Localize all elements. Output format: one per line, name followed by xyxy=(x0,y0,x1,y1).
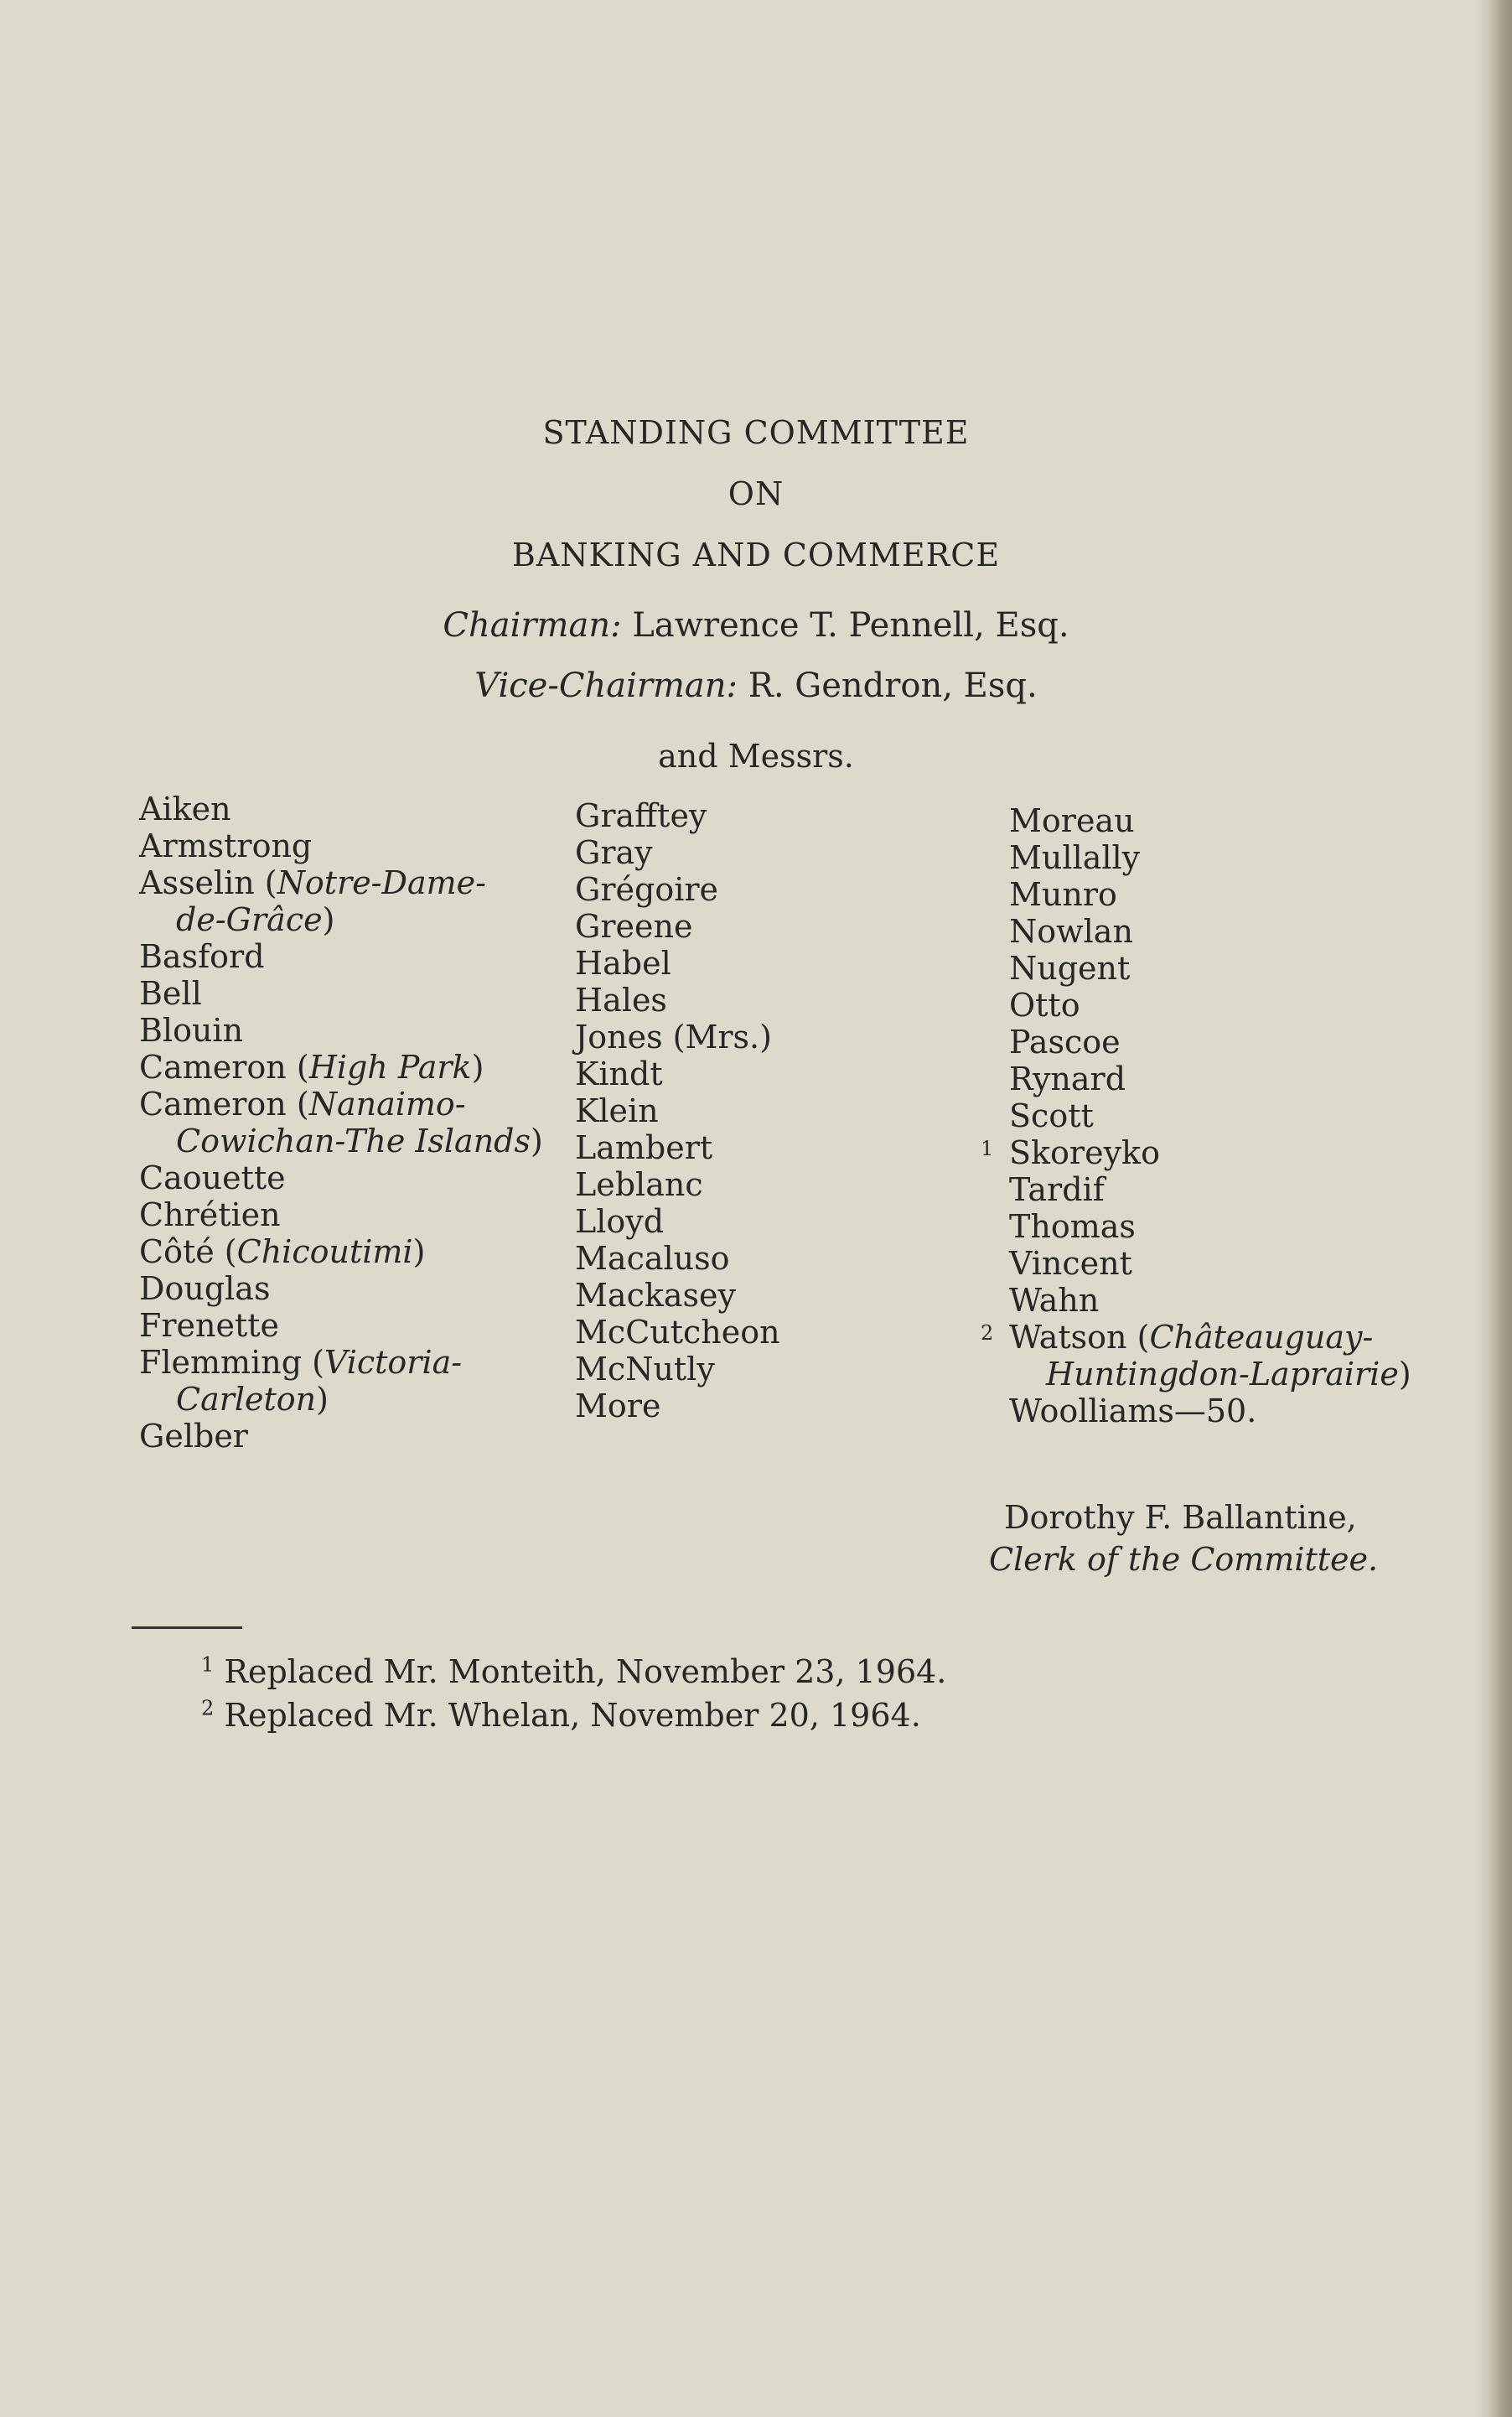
chairman-name: Lawrence T. Pennell, Esq. xyxy=(632,606,1069,645)
member-name: Rynard xyxy=(1009,1061,1126,1097)
member-name: Mackasey xyxy=(575,1277,736,1314)
member-name: Tardif xyxy=(1009,1171,1105,1208)
page-edge-shadow xyxy=(1475,0,1512,2417)
member-name: Caouette xyxy=(139,1159,286,1196)
member-name: McNutly xyxy=(575,1351,715,1387)
member-name: Blouin xyxy=(139,1012,244,1049)
clerk-name: Dorothy F. Ballantine, xyxy=(1004,1499,1357,1536)
member-name: Gray xyxy=(575,834,653,871)
and-messrs: and Messrs. xyxy=(658,738,854,775)
member-column-2 xyxy=(575,797,780,1424)
footnote-2 xyxy=(201,1697,921,1734)
member-name: Mullally xyxy=(1009,839,1141,876)
footnote-1 xyxy=(201,1653,946,1690)
committee-title-line-3: BANKING AND COMMERCE xyxy=(511,537,1001,573)
footnote-text: Replaced Mr. Monteith, November 23, 1964. xyxy=(224,1653,947,1690)
member-name: Jones (Mrs.) xyxy=(575,1019,772,1055)
member-name: More xyxy=(575,1387,661,1424)
member-name: Nugent xyxy=(1009,950,1131,987)
member-name: Pascoe xyxy=(1009,1024,1121,1061)
member-name: Armstrong xyxy=(139,827,313,864)
chairman-label: Chairman: xyxy=(443,606,622,645)
member-name: Hales xyxy=(575,982,667,1019)
committee-title-line-2: ON xyxy=(728,475,784,512)
member-name: Aiken xyxy=(139,791,231,827)
footnote-number: 1 xyxy=(201,1652,215,1677)
member-name: Munro xyxy=(1009,876,1117,913)
member-name: Côté (Chicoutimi) xyxy=(139,1233,426,1270)
member-name: Otto xyxy=(1009,987,1080,1024)
member-name: Douglas xyxy=(139,1270,271,1307)
member-name: Macaluso xyxy=(575,1240,730,1277)
member-name: McCutcheon xyxy=(575,1314,780,1351)
member-name: Habel xyxy=(575,945,671,982)
member-name: Moreau xyxy=(1009,802,1135,839)
member-name: Klein xyxy=(575,1092,659,1129)
member-name: Gelber xyxy=(139,1418,248,1455)
footnote-marker-1: 1 xyxy=(981,1137,994,1160)
member-name: Bell xyxy=(139,975,202,1012)
member-name: Scott xyxy=(1009,1097,1094,1134)
vice-chairman-label: Vice-Chairman: xyxy=(474,666,738,705)
member-name: Lambert xyxy=(575,1129,713,1166)
member-riding-continuation: Carleton) xyxy=(176,1381,329,1418)
member-name: Nowlan xyxy=(1009,913,1133,950)
member-name: Kindt xyxy=(575,1055,663,1092)
footnote-text: Replaced Mr. Whelan, November 20, 1964. xyxy=(224,1697,921,1734)
member-name: Watson (Châteauguay- xyxy=(1009,1319,1374,1356)
footnote-rule xyxy=(132,1626,242,1629)
member-name: Grégoire xyxy=(575,871,719,908)
member-name: Vincent xyxy=(1009,1245,1132,1282)
member-name: Skoreyko xyxy=(1009,1134,1160,1171)
member-name: Lloyd xyxy=(575,1203,665,1240)
member-name: Wahn xyxy=(1009,1282,1100,1319)
vice-chairman-line xyxy=(0,666,1512,705)
member-name: Frenette xyxy=(139,1307,280,1344)
member-name: Basford xyxy=(139,938,265,975)
member-name: Leblanc xyxy=(575,1166,703,1203)
member-name: Chrétien xyxy=(139,1196,281,1233)
clerk-title: Clerk of the Committee. xyxy=(989,1541,1379,1578)
member-name: Thomas xyxy=(1009,1208,1136,1245)
member-riding-continuation: Huntingdon-Laprairie) xyxy=(1046,1356,1411,1393)
footnote-number: 2 xyxy=(201,1696,215,1720)
vice-chairman-name: R. Gendron, Esq. xyxy=(748,666,1038,705)
member-name: Greene xyxy=(575,908,693,945)
member-name: Cameron (Nanaimo- xyxy=(139,1086,466,1123)
member-name: Flemming (Victoria- xyxy=(139,1344,463,1381)
member-column-1 xyxy=(139,791,543,1455)
member-name: Asselin (Notre-Dame- xyxy=(139,864,486,901)
member-column-3 xyxy=(1009,802,1411,1429)
member-name: Woolliams—50. xyxy=(1009,1393,1257,1429)
member-name: Cameron (High Park) xyxy=(139,1049,484,1086)
chairman-line xyxy=(0,606,1512,645)
member-name: Grafftey xyxy=(575,797,707,834)
footnote-marker-2: 2 xyxy=(981,1321,994,1345)
member-riding-continuation: Cowichan-The Islands) xyxy=(176,1123,543,1159)
committee-title-line-1: STANDING COMMITTEE xyxy=(542,414,970,451)
member-riding-continuation: de-Grâce) xyxy=(176,901,335,938)
